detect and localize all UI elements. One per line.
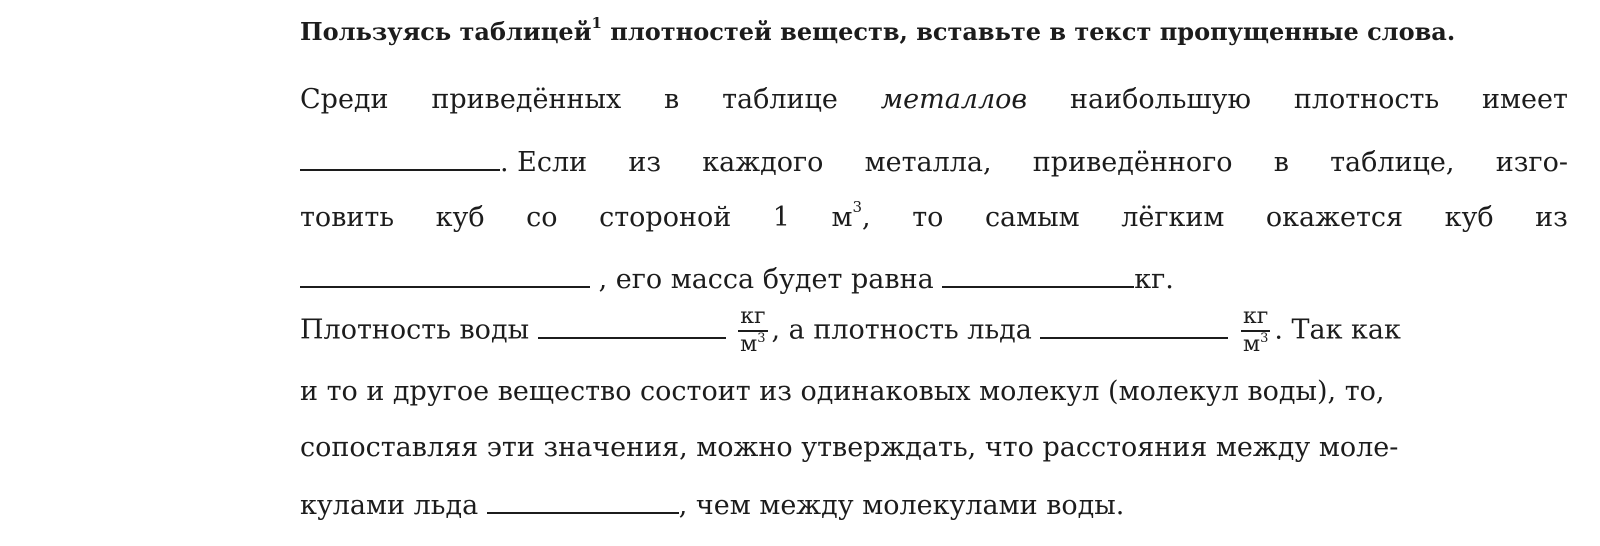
p1-line-2 [300,145,1568,176]
word: лёгким [1121,202,1225,233]
word: куб [435,202,485,233]
blank-ice-molecule-distance[interactable] [487,488,679,514]
p2-line-4 [300,488,1124,519]
blank-mass-value[interactable] [942,262,1134,288]
unit-fraction-kg-per-m3: $\frac{кг}{м^3}$ [1242,304,1269,357]
word: таблице [722,84,838,115]
word: Среди [300,84,389,115]
text: Плотность воды [300,314,538,346]
word: товить [300,202,395,233]
text: кулами льда [300,490,487,521]
exercise-page [300,0,1568,546]
word: металла, [864,147,992,178]
blank-ice-density[interactable] [1040,313,1228,339]
unit-fraction-kg-per-m3: $\frac{кг}{м^3}$ [740,304,766,357]
word: со [526,202,558,233]
word: 1 [772,202,790,233]
word: приведённого [1032,147,1233,178]
text: . Так как [1274,314,1401,346]
word: стороной [599,202,732,233]
word: наибольшую [1070,84,1251,115]
word: изго- [1495,147,1568,178]
instruction-before-sup: Пользуясь таблицей [300,17,592,46]
word: в [664,84,680,115]
instruction-text [300,14,1456,46]
p1-line-1 [300,86,1568,113]
word: приведённых [431,84,622,115]
unit-cubic-meter: $м^3$, [831,198,871,233]
word: самым [984,202,1080,233]
text: , его масса будет равна [590,264,943,295]
word: окажется [1265,202,1404,233]
p2-line-2: и то и другое вещество состоит из одинаковых молекул (молекул воды), то, [300,376,1385,407]
word: из [1535,202,1568,233]
blank-lightest-metal[interactable] [300,262,590,288]
word: плотность [1293,84,1440,115]
instruction-after-sup: плотностей веществ, вставьте в текст пропущенные слова. [601,17,1456,46]
italic-word-metals: металлов [880,84,1028,115]
text: , чем между молекулами воды. [678,490,1125,521]
blank-densest-metal[interactable] [300,145,587,176]
footnote-marker: 1 [591,14,602,32]
blank-water-density[interactable] [538,313,726,339]
p1-line-3 [300,198,1568,233]
word: каждого [702,147,824,178]
p2-line-3: сопоставляя эти значения, можно утверждать, что расстояния между моле- [300,432,1399,463]
p1-line-4 [300,262,1174,293]
word: из [628,147,662,178]
text: , а плотность льда [771,314,1041,346]
word: . Если [500,147,588,178]
word: то [912,202,944,233]
word: куб [1444,202,1494,233]
word: в [1273,147,1289,178]
word: имеет [1482,84,1568,115]
unit-kg: кг. [1134,264,1174,295]
p2-line-1 [300,306,1401,356]
word: таблице, [1330,147,1455,178]
